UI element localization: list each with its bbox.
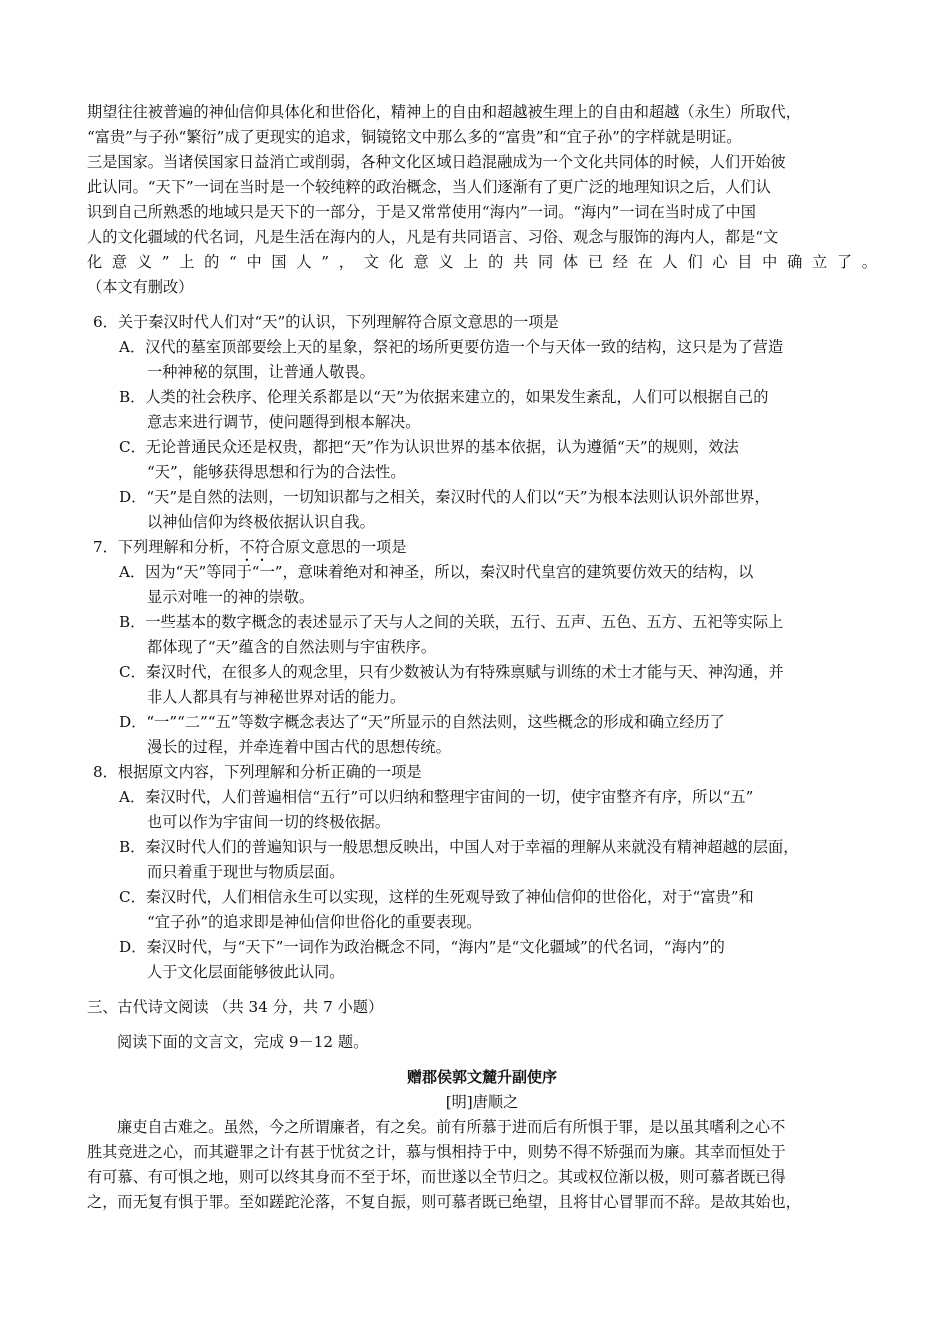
passage-line: “富贵”与子孙“繁衍”成了更现实的追求，铜镜铭文中那么多的“富贵”和“宜子孙”的字样就是明证。	[87, 128, 742, 146]
emphasis-text: 归	[512, 1168, 528, 1186]
emphasis-text: 不符	[239, 538, 270, 556]
stem-text: 7．下列理解和分析，	[93, 538, 240, 556]
option-a-line2: 一种神秘的氛围，让普通人敬畏。	[147, 363, 375, 381]
option-c-line2: 非人人都具有与神秘世界对话的能力。	[147, 688, 406, 706]
option-c-line1: C．秦汉时代，人们相信永生可以实现，这样的生死观导致了神仙信仰的世俗化，对于“富贵”和	[119, 888, 754, 906]
option-a-line2: 显示对唯一的神的崇敬。	[147, 588, 315, 606]
passage-line: 人的文化疆域的代名词，凡是生活在海内的人，凡是有共同语言、习俗、观念与服饰的海内人，都是“文	[87, 228, 779, 246]
option-a-line2: 也可以作为宇宙间一切的终极依据。	[147, 813, 390, 831]
classical-author: [明]唐顺之	[445, 1093, 519, 1111]
option-b-line1: B．秦汉时代人们的普遍知识与一般思想反映出，中国人对于幸福的理解从来就没有精神超越的层面，	[119, 838, 799, 856]
classical-line: 胜其竞进之心，而其避罪之计有甚于忧贫之计，慕与惧相持于中，则势不得不矫强而为廉。其幸而恒处于	[87, 1143, 786, 1161]
option-d-line1: D．秦汉时代，与“天下”一词作为政治概念不同，“海内”是“文化疆域”的代名词，“海内”的	[119, 938, 725, 956]
document-page	[87, 100, 877, 1215]
option-b-line2: 而只着重于现世与物质层面。	[147, 863, 345, 881]
question-8	[87, 760, 877, 985]
option-b-line1: B．人类的社会秩序、伦理关系都是以“天”为依据来建立的，如果发生紊乱，人们可以根据自己的	[119, 388, 769, 406]
passage-line: 期望往往被普遍的神仙信仰具体化和世俗化，精神上的自由和超越被生理上的自由和超越（永生）所取代，	[87, 103, 801, 121]
passage-line: 三是国家。当诸侯国家日益消亡或削弱，各种文化区域日趋混融成为一个文化共同体的时候，人们开始彼	[87, 153, 786, 171]
passage-note: （本文有删改）	[87, 278, 194, 296]
option-d-line1: D．“天”是自然的法则，一切知识都与之相关，秦汉时代的人们以“天”为根本法则认识外部世界，	[119, 488, 770, 506]
classical-title: 赠郡侯郭文麓升副使序	[406, 1068, 557, 1086]
classical-text-span: 之。其或权位渐以极，则可慕者既已得	[527, 1168, 786, 1186]
option-b-line2: 意志来进行调节，使问题得到根本解决。	[147, 413, 421, 431]
option-c-line2: “天”，能够获得思想和行为的合法性。	[147, 463, 406, 481]
question-stem: 8．根据原文内容，下列理解和分析正确的一项是	[93, 763, 422, 781]
classical-text	[87, 1065, 877, 1215]
option-d-line1: D．“一”“二”“五”等数字概念表达了“天”所显示的自然法则，这些概念的形成和确立经历了	[119, 713, 725, 731]
question-7	[87, 535, 877, 760]
option-c-line1: C．无论普通民众还是权贵，都把“天”作为认识世界的基本依据，认为遵循“天”的规则，效法	[119, 438, 739, 456]
question-6	[87, 310, 877, 535]
option-a-line1: A．因为“天”等同于“一”，意味着绝对和神圣，所以，秦汉时代皇宫的建筑要仿效天的结构，以	[119, 563, 754, 581]
option-c-line2: “宜子孙”的追求即是神仙信仰世俗化的重要表现。	[147, 913, 482, 931]
classical-line: 之，而无复有惧于罪。至如蹉跎沦落，不复自振，则可慕者既已绝望，且将甘心冒罪而不辞。是故其始也，	[87, 1193, 801, 1211]
option-a-line1: A．秦汉时代，人们普遍相信“五行”可以归纳和整理宇宙间的一切，使宇宙整齐有序，所以“五”	[119, 788, 754, 806]
option-d-line2: 以神仙信仰为终极依据认识自我。	[147, 513, 375, 531]
classical-line: 廉吏自古难之。虽然，今之所谓廉者，有之矣。前有所慕于进而后有所惧于罪，是以虽其嗜利之心不	[117, 1118, 786, 1136]
section-instruction: 阅读下面的文言文，完成 9－12 题。	[117, 1033, 369, 1051]
option-c-line1: C．秦汉时代，在很多人的观念里，只有少数被认为有特殊禀赋与训练的术士才能与天、神沟通，并	[119, 663, 784, 681]
option-b-line1: B．一些基本的数字概念的表述显示了天与人之间的关联，五行、五声、五色、五方、五祀等实际上	[119, 613, 784, 631]
passage-line: 识到自己所熟悉的地域只是天下的一部分，于是又常常使用“海内”一词。“海内”一词在当时成了中国	[87, 203, 756, 221]
option-d-line2: 人于文化层面能够彼此认同。	[147, 963, 345, 981]
option-a-line1: A．汉代的墓室顶部要绘上天的星象，祭祀的场所更要仿造一个与天体一致的结构，这只是为了营造	[119, 338, 784, 356]
section-heading: 三、古代诗文阅读 （共 34 分，共 7 小题）	[87, 998, 384, 1016]
option-b-line2: 都体现了“天”蕴含的自然法则与宇宙秩序。	[147, 638, 436, 656]
passage	[87, 100, 877, 300]
classical-line	[87, 1165, 877, 1190]
question-stem	[87, 535, 877, 560]
option-d-line2: 漫长的过程，并牵连着中国古代的思想传统。	[147, 738, 451, 756]
passage-line: 化意义”上的“中国人”，文化意义上的共同体已经在人们心目中确立了。	[87, 253, 877, 271]
stem-text: 合原文意思的一项是	[269, 538, 407, 556]
classical-text-span: 有可慕、有可惧之地，则可以终其身而不至于坏，而世遂以全节	[87, 1168, 513, 1186]
passage-line: 此认同。“天下”一词在当时是一个较纯粹的政治概念，当人们逐渐有了更广泛的地理知识之后，人们认	[87, 178, 771, 196]
question-stem: 6．关于秦汉时代人们对“天”的认识，下列理解符合原文意思的一项是	[93, 313, 559, 331]
